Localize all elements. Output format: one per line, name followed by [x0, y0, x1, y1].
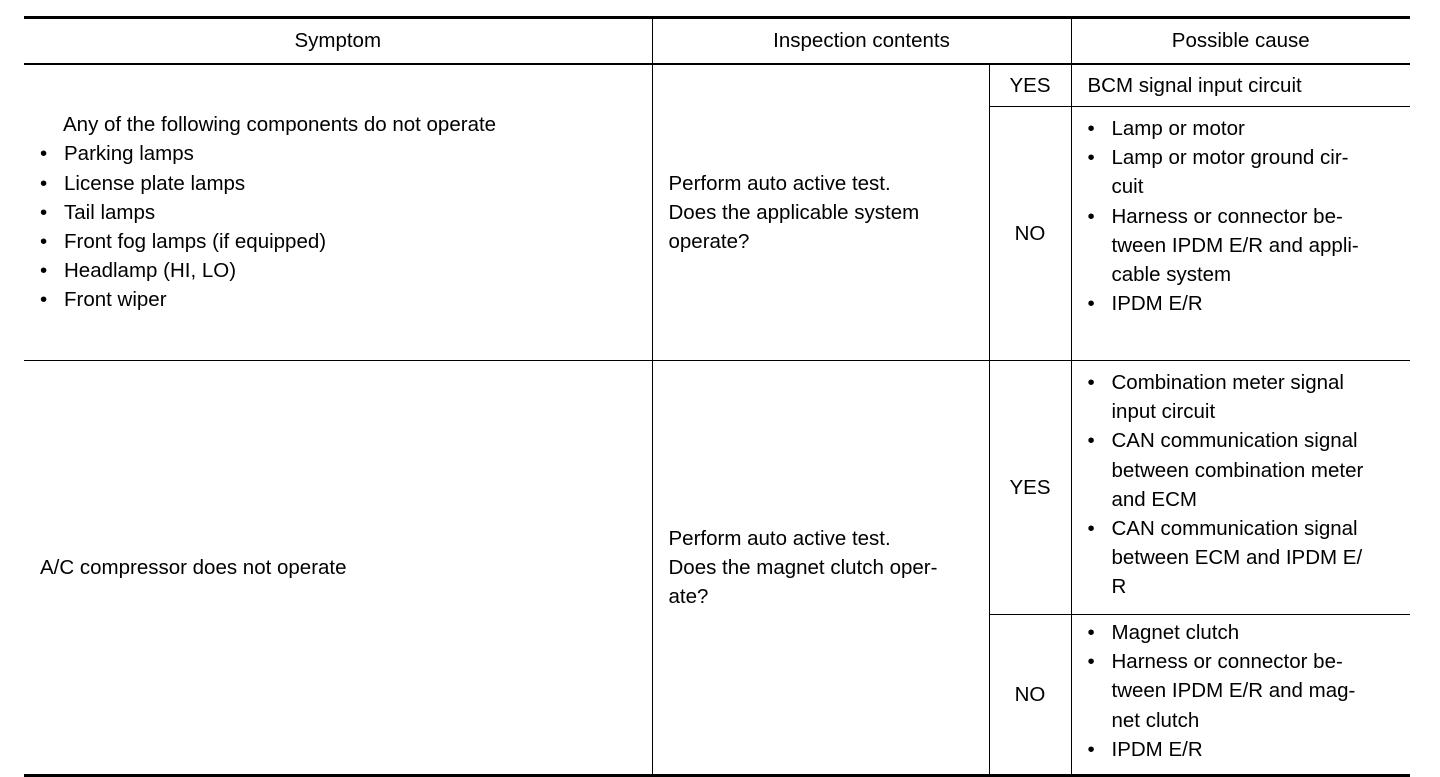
- table-row: [24, 64, 1410, 107]
- header-row: [24, 18, 1410, 65]
- symptom-cell: [24, 64, 652, 361]
- list-item: • CAN communication signal between ECM and IPDM E/ R: [1088, 514, 1401, 602]
- inspection-line: Perform auto active test.: [668, 172, 891, 195]
- no-causes-cell: [1071, 615, 1410, 776]
- inspection-line: Does the applicable system: [668, 201, 920, 224]
- yes-causes-cell: [1071, 361, 1410, 615]
- no-label: NO: [989, 107, 1071, 361]
- table-row: [24, 361, 1410, 615]
- inspection-cell: [652, 361, 989, 776]
- header-cause: Possible cause: [1071, 18, 1410, 65]
- cause-list: [1088, 114, 1401, 318]
- cause-list: [1088, 618, 1401, 764]
- inspection-line: ate?: [668, 585, 709, 608]
- inspection-line: Does the magnet clutch oper-: [668, 556, 938, 579]
- list-item: • Combination meter signal input circuit: [1088, 368, 1401, 426]
- no-label: NO: [989, 615, 1071, 776]
- list-item: • Harness or connector be- tween IPDM E/R and appli- cable system: [1088, 202, 1401, 290]
- list-item: • Front wiper: [40, 285, 652, 314]
- list-item: • CAN communication signal between combination meter and ECM: [1088, 426, 1401, 514]
- inspection-cell: [652, 64, 989, 361]
- list-item: • Front fog lamps (if equipped): [40, 227, 652, 256]
- list-item: • Magnet clutch: [1088, 618, 1401, 647]
- list-item: • IPDM E/R: [1088, 735, 1401, 764]
- symptom-cell: [24, 361, 652, 776]
- symptom-lead: Any of the following components do not operate: [63, 113, 497, 137]
- inspection-line: operate?: [668, 230, 750, 253]
- diagnosis-table-container: [24, 16, 1410, 777]
- yes-cause: BCM signal input circuit: [1071, 64, 1410, 107]
- list-item: • Parking lamps: [40, 139, 652, 168]
- no-causes-cell: [1071, 107, 1410, 361]
- cause-list: [1088, 368, 1401, 602]
- list-item: • License plate lamps: [40, 169, 652, 198]
- list-item: • Lamp or motor ground cir- cuit: [1088, 143, 1401, 201]
- symptom-list: [40, 139, 652, 314]
- list-item: • Tail lamps: [40, 198, 652, 227]
- list-item: • Headlamp (HI, LO): [40, 256, 652, 285]
- list-item: • Lamp or motor: [1088, 114, 1401, 143]
- diagnosis-table: [24, 16, 1410, 777]
- yes-label: YES: [989, 64, 1071, 107]
- list-item: • IPDM E/R: [1088, 289, 1401, 318]
- list-item: • Harness or connector be- tween IPDM E/R and mag- net clutch: [1088, 647, 1401, 735]
- inspection-line: Perform auto active test.: [668, 527, 891, 550]
- symptom-text: A/C compressor does not operate: [40, 555, 347, 579]
- yes-label: YES: [989, 361, 1071, 615]
- header-symptom: Symptom: [24, 18, 652, 65]
- header-inspection: Inspection contents: [652, 18, 1071, 65]
